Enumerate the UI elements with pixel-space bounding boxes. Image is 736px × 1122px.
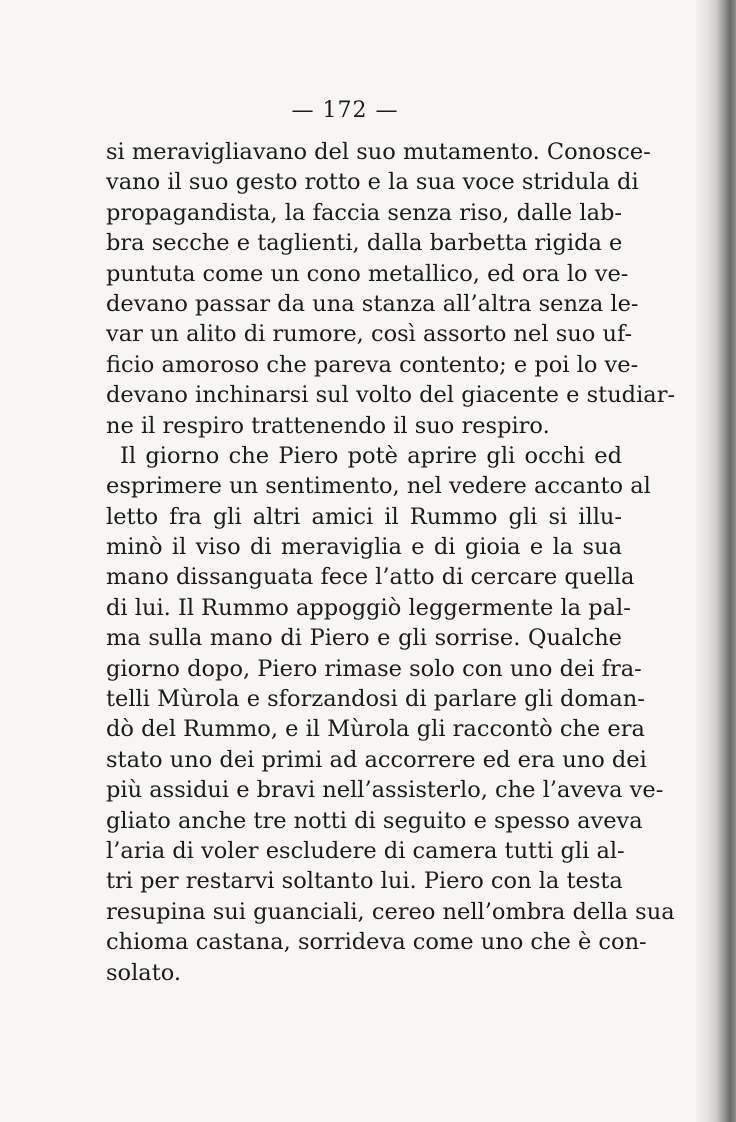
- text-line: stato uno dei primi ad accorrere ed era uno dei: [106, 746, 647, 773]
- text-line: mano dissanguata fece l’atto di cercare quella: [106, 564, 635, 591]
- text-line: letto fra gli altri amici il Rummo gli si illu-: [106, 503, 622, 530]
- text-line: si meravigliavano del suo mutamento. Conosce-: [106, 139, 651, 165]
- text-line: giorno dopo, Piero rimase solo con uno dei fra-: [106, 655, 642, 682]
- text-line: vano il suo gesto rotto e la sua voce stridula di: [106, 169, 639, 196]
- text-line: puntuta come un cono metallico, ed ora lo ve-: [106, 260, 629, 287]
- text-line: devano passar da una stanza all’altra senza le-: [106, 290, 639, 317]
- paragraph-start-line: Il giorno che Piero potè aprire gli occhi ed: [120, 442, 622, 469]
- text-line: più assidui e bravi nell’assisterlo, che l’aveva ve-: [106, 777, 664, 804]
- text-line: l’aria di voler escludere di camera tutti gli al-: [106, 837, 625, 864]
- text-line: resupina sui guanciali, cereo nell’ombra della sua: [106, 898, 675, 925]
- text-line: chioma castana, sorrideva come uno che è con-: [106, 929, 647, 956]
- text-line: var un alito di rumore, così assorto nel suo uf-: [106, 321, 633, 348]
- text-line: bra secche e taglienti, dalla barbetta rigida e: [106, 230, 623, 257]
- body-text: [106, 137, 676, 988]
- text-line: ficio amoroso che pareva contento; e poi lo ve-: [106, 351, 639, 378]
- page-number-header: — 172 —: [291, 98, 399, 123]
- text-line: dò del Rummo, e il Mùrola gli raccontò che era: [106, 716, 645, 743]
- text-line: devano inchinarsi sul volto del giacente e studiar-: [106, 382, 676, 409]
- binding-edge: [696, 0, 736, 1122]
- text-line: propagandista, la faccia senza riso, dalle lab-: [106, 199, 622, 226]
- paragraph-end-line: ne il respiro trattenendo il suo respiro.: [106, 412, 550, 439]
- text-line: ma sulla mano di Piero e gli sorrise. Qualche: [106, 625, 622, 652]
- text-line: minò il viso di meraviglia e di gioia e la sua: [106, 534, 622, 561]
- paragraph-end-line: solato.: [106, 959, 182, 986]
- text-line: gliato anche tre notti di seguito e spesso aveva: [106, 807, 643, 834]
- text-line: di lui. Il Rummo appoggiò leggermente la pal-: [106, 594, 631, 621]
- text-line: esprimere un sentimento, nel vedere accanto al: [106, 473, 651, 500]
- text-line: telli Mùrola e sforzandosi di parlare gli doman-: [106, 686, 645, 713]
- text-line: tri per restarvi soltanto lui. Piero con la testa: [106, 868, 623, 895]
